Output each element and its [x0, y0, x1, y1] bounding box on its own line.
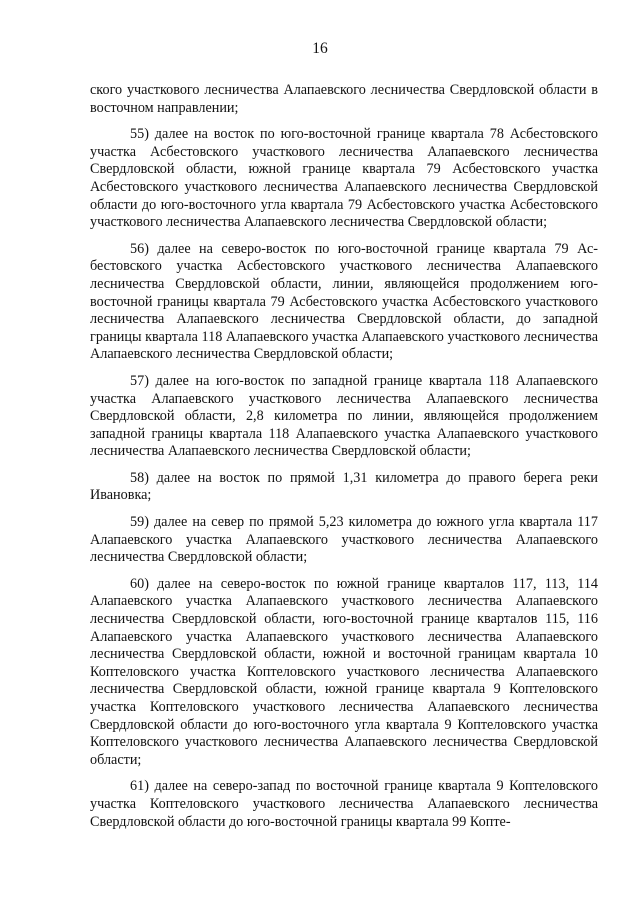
- paragraph-item-59: 59) далее на север по прямой 5,23 километра до южного угла квартала 117 Алапаевского участка Алапаевского участкового лесничества Алапаевского лесничества Свердловской области;: [90, 514, 598, 566]
- paragraph-item-57: 57) далее на юго-восток по западной границе квартала 118 Алапаевского участка Алапаевского участкового лесничества Алапаевского лесничества Свердловской области, 2,8 километра по линии, являющейся продолжением западной границы квартала 118 Алапаевского участка Алапаевского участкового лесничества Алапаевского лесничества Свердловской области;: [90, 372, 598, 460]
- paragraph-item-58: 58) далее на восток по прямой 1,31 километра до правого берега реки Ивановка;: [90, 469, 598, 504]
- document-body: [90, 82, 598, 840]
- paragraph-item-55: 55) далее на восток по юго-восточной границе квартала 78 Асбестовского участка Асбестовского участкового лесничества Алапаевского лесничества Свердловской области, южной границе квартала 79 Асбестовского участка Асбестовского участкового лесничества Алапаевского лесничества Свердловской области до юго-восточного угла квартала 79 Асбестовского участка Асбестовского участкового лесничества Алапаевского лесничества Свердловской области;: [90, 126, 598, 231]
- page-number: 16: [312, 40, 328, 57]
- paragraph-item-60: 60) далее на северо-восток по южной границе кварталов 117, 113, 114 Алапаевского участка Алапаевского участкового лесничества Алапаевского лесничества Свердловской области, юго-восточной границе кварталов 115, 116 Алапаевского участка Алапаевского участкового лесничества Алапаевского лесничества Свердловской области, южной и восточной границам квартала 10 Коптеловского участка Коптеловского участкового лесничества Алапаевского лесничества Свердловской области, южной границе квартала 9 Коптеловского участка Коптеловского участкового лесничества Алапаевского лесничества Свердловской области до юго-восточного угла квартала 9 Коптеловского участка Коптеловского участкового лесничества Алапаевского лесничества Свердловской области;: [90, 575, 598, 768]
- paragraph-item-61: 61) далее на северо-запад по восточной границе квартала 9 Коптеловского участка Коптеловского участкового лесничества Алапаевского лесничества Свердловской области до юго-восточной границы квартала 99 Копте-: [90, 778, 598, 830]
- paragraph-continuation: ского участкового лесничества Алапаевского лесничества Свердловской области в восточном направлении;: [90, 82, 598, 116]
- paragraph-item-56: 56) далее на северо-восток по юго-восточной границе квартала 79 Асбестовского участка Асбестовского участкового лесничества Алапаевского лесничества Свердловской области, линии, являющейся продолжением юго-восточной границы квартала 79 Асбестовского участка Асбестовского участкового лесничества Алапаевского лесничества Свердловской области, до западной границы квартала 118 Алапаевского участка Алапаевского участкового лесничества Алапаевского лесничества Свердловской области;: [90, 240, 598, 363]
